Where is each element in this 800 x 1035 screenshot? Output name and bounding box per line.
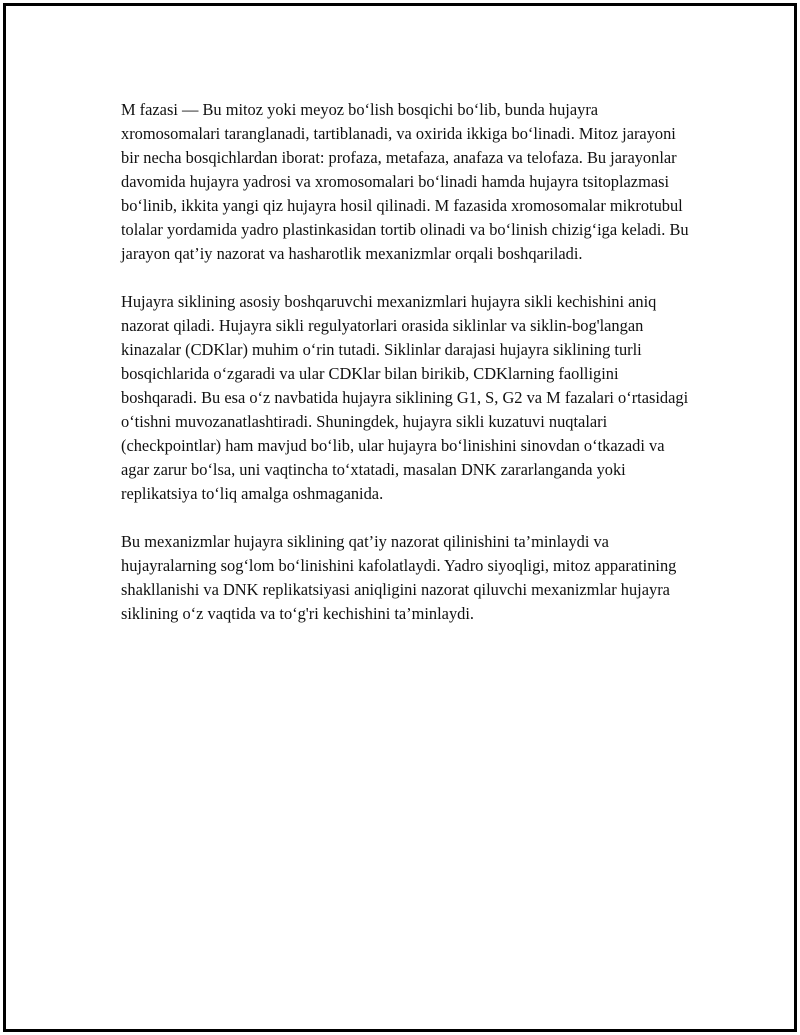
paragraph-cell-cycle-regulation: Hujayra siklining asosiy boshqaruvchi mexanizmlari hujayra sikli kechishini aniq nazorat qiladi. Hujayra sikli regulyatorlari orasida siklinlar va siklin-bog'langan kinazalar (CDKlar) muhim o‘rin tutadi. Siklinlar darajasi hujayra siklining turli bosqichlarida o‘zgaradi va ular CDKlar bilan birikib, CDKlarning faolligini boshqaradi. Bu esa o‘z navbatida hujayra siklining G1, S, G2 va M fazalari o‘rtasidagi o‘tishni muvozanatlashtiradi. Shuningdek, hujayra sikli kuzatuvi nuqtalari (checkpointlar) ham mavjud bo‘lib, ular hujayra bo‘linishini sinovdan o‘tkazadi va agar zarur bo‘lsa, uni vaqtincha to‘xtatadi, masalan DNK zararlanganda yoki replikatsiya to‘liq amalga oshmaganida.: [121, 292, 689, 503]
document-body: [121, 98, 696, 650]
paragraph-conclusion: Bu mexanizmlar hujayra siklining qat’iy nazorat qilinishini ta’minlaydi va hujayralarning sog‘lom bo‘linishini kafolatlaydi. Yadro siyoqligi, mitoz apparatining shakllanishi va DNK replikatsiyasi aniqligini nazorat qiluvchi mexanizmlar hujayra siklining o‘z vaqtida va to‘g'ri kechishini ta’minlaydi.: [121, 532, 677, 623]
page-frame: [3, 3, 797, 1032]
paragraph-m-phase: M fazasi — Bu mitoz yoki meyoz bo‘lish bosqichi bo‘lib, bunda hujayra xromosomalari taranglanadi, tartiblanadi, va oxirida ikkiga bo‘linadi. Mitoz jarayoni bir necha bosqichlardan iborat: profaza, metafaza, anafaza va telofaza. Bu jarayonlar davomida hujayra yadrosi va xromosomalari bo‘linadi hamda hujayra tsitoplazmasi bo‘linib, ikkita yangi qiz hujayra hosil qilinadi. M fazasida xromosomalar mikrotubul tolalar yordamida yadro plastinkasidan tortib olinadi va bo‘linish chizig‘iga keladi. Bu jarayon qat’iy nazorat va hasharotlik mexanizmlar orqali boshqariladi.: [121, 100, 689, 263]
